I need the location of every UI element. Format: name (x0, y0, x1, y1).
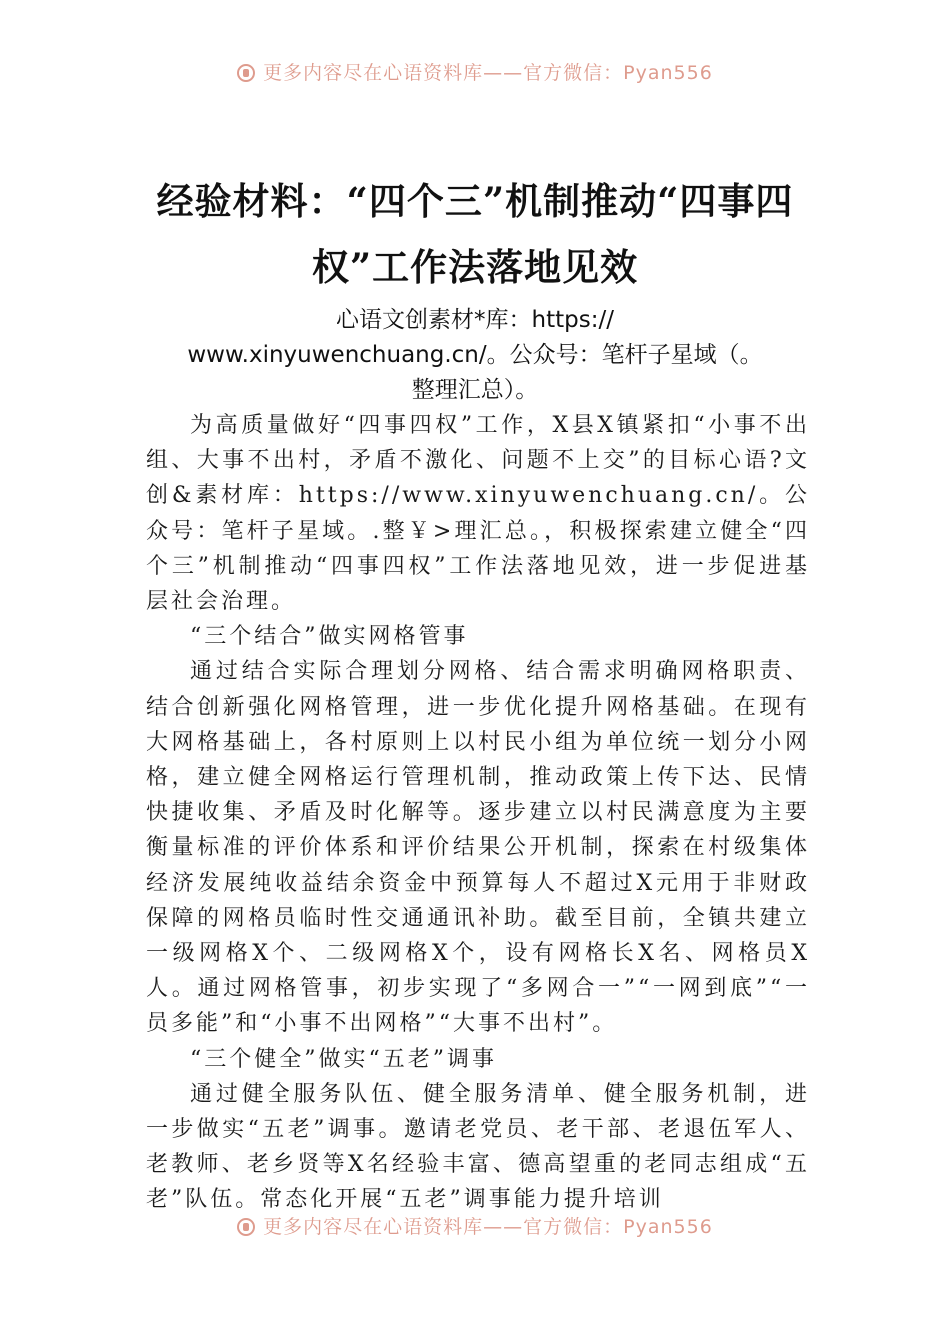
watermark-logo-icon (237, 1218, 255, 1236)
section-heading-grid: “三个结合”做实网格管事 (190, 624, 469, 650)
source-line-1: 心语文创素材*库：https:// (336, 307, 614, 333)
document-body (146, 408, 810, 1218)
document-title (140, 168, 810, 300)
body-paragraph-five-elders: 通过健全服务队伍、健全服务清单、健全服务机制，进一步做实“五老”调事。邀请老党员、老干部、老退伍军人、老教师、老乡贤等X名经验丰富、德高望重的老同志组成“五老”队伍。常态化开展“五老”调事能力提升培训 (146, 1081, 810, 1213)
section-heading-five-elders: “三个健全”做实“五老”调事 (190, 1046, 497, 1072)
watermark-text: 更多内容尽在心语资料库——官方微信：Pyan556 (263, 62, 713, 84)
watermark-logo-icon (237, 64, 255, 82)
body-paragraph-grid: 通过结合实际合理划分网格、结合需求明确网格职责、结合创新强化网格管理，进一步优化提升网格基础。在现有大网格基础上，各村原则上以村民小组为单位统一划分小网格，建立健全网格运行管理机制，推动政策上传下达、民情快捷收集、矛盾及时化解等。逐步建立以村民满意度为主要衡量标准的评价体系和评价结果公开机制，探索在村级集体经济发展纯收益结余资金中预算每人不超过X元用于非财政保障的网格员临时性交通通讯补助。截至目前，全镇共建立一级网格X个、二级网格X个，设有网格长X名、网格员X人。通过网格管事，初步实现了“多网合一”“一网到底”“一员多能”和“小事不出网格”“大事不出村”。 (146, 659, 810, 1037)
title-line-1: 经验材料：“四个三”机制推动“四事四 (156, 179, 794, 223)
source-line-3: 整理汇总）。 (411, 377, 539, 403)
title-line-2: 权”工作法落地见效 (311, 245, 639, 289)
watermark-footer (0, 1212, 950, 1239)
watermark-header (0, 58, 950, 85)
source-note (130, 303, 820, 408)
watermark-text: 更多内容尽在心语资料库——官方微信：Pyan556 (263, 1216, 713, 1238)
source-line-2: www.xinyuwenchuang.cn/。公众号：笔杆子星域（。 (187, 342, 763, 368)
body-paragraph-intro: 为高质量做好“四事四权”工作，X县X镇紧扣“小事不出组、大事不出村，矛盾不激化、问题不上交”的目标心语?文创&素材库：https://www.xinyuwenchuang.cn/。公众号：笔杆子星域。.整￥>理汇总。，积极探索建立健全“四个三”机制推动“四事四权”工作法落地见效，进一步促进基层社会治理。 (146, 413, 810, 615)
